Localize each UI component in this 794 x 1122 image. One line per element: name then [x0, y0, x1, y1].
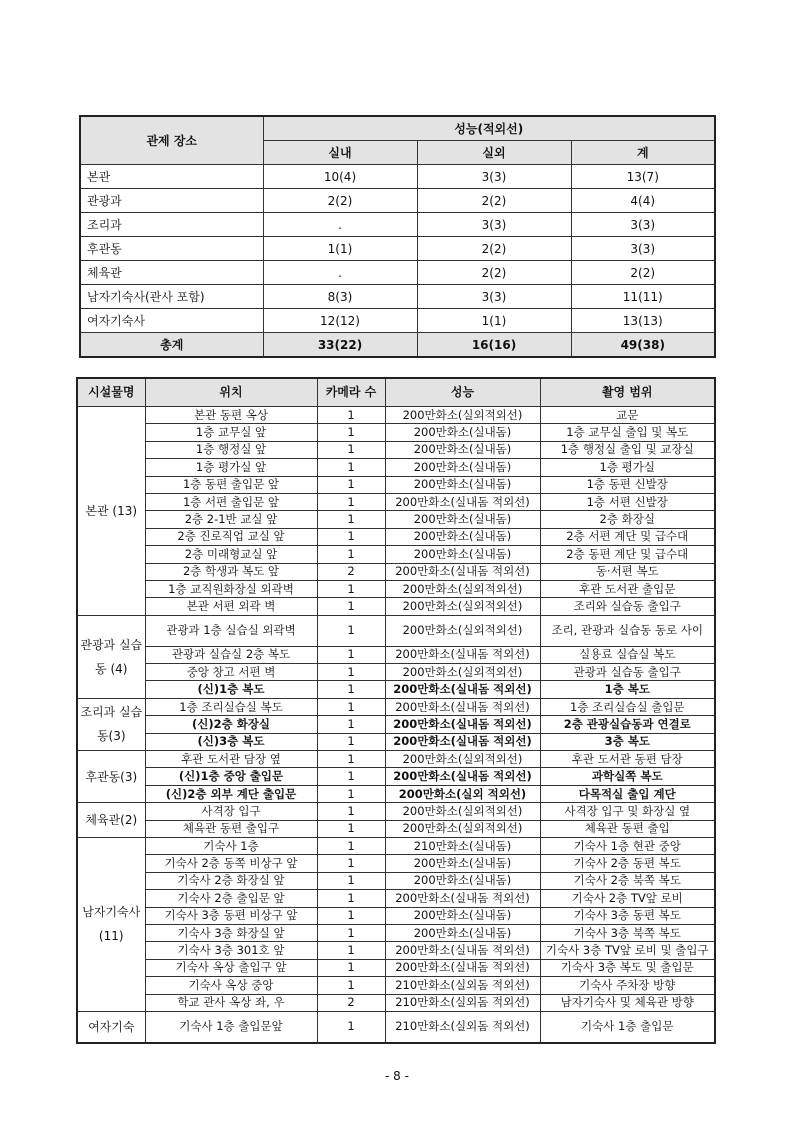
detail-group-main: 본관 (13) — [77, 407, 145, 616]
detail-row — [77, 424, 715, 441]
detail-cell-performance: 200만화소(실외적외선) — [385, 407, 540, 424]
detail-cell-range: 기숙사 3층 북쪽 복도 — [540, 924, 715, 941]
detail-cell-cameras: 1 — [317, 768, 385, 785]
detail-cell-range: 기숙사 2층 동편 복도 — [540, 855, 715, 872]
detail-cell-performance: 200만화소(실외적외선) — [385, 664, 540, 681]
summary-cell: 8(3) — [263, 285, 417, 309]
summary-row — [80, 237, 715, 261]
detail-cell-performance: 210만화소(실외돔 적외선) — [385, 1011, 540, 1043]
summary-row — [80, 261, 715, 285]
detail-cell-cameras: 1 — [317, 511, 385, 528]
detail-cell-cameras: 1 — [317, 803, 385, 820]
detail-group-tourism: 관광과 실습동 (4) — [77, 615, 145, 698]
detail-cell-range: 기숙사 3층 TV앞 로비 및 출입구 — [540, 942, 715, 959]
detail-cell-location: 후관 도서관 담장 옆 — [145, 751, 317, 768]
detail-header-location: 위치 — [145, 378, 317, 407]
detail-cell-range: 1층 교무실 출입 및 복도 — [540, 424, 715, 441]
detail-cell-location: 2층 2-1반 교실 앞 — [145, 511, 317, 528]
detail-cell-cameras: 1 — [317, 646, 385, 663]
detail-cell-range: 2층 관광실습동과 연결로 — [540, 716, 715, 733]
detail-cell-location: 기숙사 3층 화장실 앞 — [145, 924, 317, 941]
detail-cell-cameras: 1 — [317, 942, 385, 959]
detail-cell-range: 1층 조리실습실 출입문 — [540, 698, 715, 715]
detail-cell-location: 2층 학생과 복도 앞 — [145, 563, 317, 580]
detail-row — [77, 546, 715, 563]
detail-header-range: 촬영 범위 — [540, 378, 715, 407]
detail-row — [77, 820, 715, 837]
detail-cell-cameras: 1 — [317, 528, 385, 545]
detail-row — [77, 580, 715, 597]
detail-cell-performance: 200만화소(실내돔) — [385, 476, 540, 493]
detail-cell-performance: 200만화소(실내돔) — [385, 546, 540, 563]
detail-cell-range: 기숙사 2층 북쪽 복도 — [540, 872, 715, 889]
detail-cell-location: 본관 동편 옥상 — [145, 407, 317, 424]
summary-cell: 2(2) — [263, 189, 417, 213]
detail-cell-cameras: 1 — [317, 924, 385, 941]
detail-row — [77, 1011, 715, 1043]
detail-cell-location: 1층 서편 출입문 앞 — [145, 493, 317, 510]
detail-cell-location: 기숙사 3층 301호 앞 — [145, 942, 317, 959]
summary-cell: 2(2) — [417, 189, 571, 213]
detail-row — [77, 890, 715, 907]
summary-header-location: 관제 장소 — [80, 116, 263, 165]
summary-total-row — [80, 333, 715, 358]
detail-cell-cameras: 1 — [317, 580, 385, 597]
detail-cell-performance: 200만화소(실외적외선) — [385, 803, 540, 820]
detail-cell-location: 1층 동편 출입문 앞 — [145, 476, 317, 493]
summary-cell: 본관 — [80, 165, 263, 189]
summary-cell: 49(38) — [571, 333, 715, 358]
detail-row — [77, 907, 715, 924]
detail-cell-performance: 200만화소(실내돔) — [385, 528, 540, 545]
detail-row — [77, 598, 715, 615]
detail-cell-range: 후관 도서관 동편 담장 — [540, 751, 715, 768]
detail-cell-performance: 200만화소(실내돔 적외선) — [385, 890, 540, 907]
detail-cell-performance: 200만화소(실외적외선) — [385, 580, 540, 597]
detail-cell-location: 기숙사 3층 동편 비상구 앞 — [145, 907, 317, 924]
detail-row — [77, 977, 715, 994]
summary-cell: 12(12) — [263, 309, 417, 333]
detail-cell-location: 관광과 1층 실습실 외곽벽 — [145, 615, 317, 646]
summary-cell: 3(3) — [571, 237, 715, 261]
detail-cell-performance: 200만화소(실내돔 적외선) — [385, 733, 540, 750]
summary-cell: 4(4) — [571, 189, 715, 213]
detail-cell-location: 기숙사 옥상 출입구 앞 — [145, 959, 317, 976]
detail-row — [77, 959, 715, 976]
detail-cell-location: 중앙 창고 서편 벽 — [145, 664, 317, 681]
detail-row — [77, 493, 715, 510]
detail-cell-range: 교문 — [540, 407, 715, 424]
summary-cell: 1(1) — [263, 237, 417, 261]
summary-cell: 2(2) — [571, 261, 715, 285]
detail-cell-performance: 200만화소(실내돔) — [385, 907, 540, 924]
detail-cell-cameras: 1 — [317, 751, 385, 768]
detail-cell-location: 1층 조리실습실 복도 — [145, 698, 317, 715]
detail-cell-cameras: 1 — [317, 837, 385, 854]
detail-cell-range: 1층 행정실 출입 및 교장실 — [540, 441, 715, 458]
detail-cell-performance: 210만화소(실외돔 적외선) — [385, 977, 540, 994]
detail-row — [77, 681, 715, 698]
summary-cell: 후관동 — [80, 237, 263, 261]
summary-cell: 2(2) — [417, 261, 571, 285]
detail-cell-range: 사격장 입구 및 화장실 옆 — [540, 803, 715, 820]
summary-row — [80, 309, 715, 333]
summary-cell: 10(4) — [263, 165, 417, 189]
detail-cell-performance: 200만화소(실내돔 적외선) — [385, 698, 540, 715]
detail-cell-range: 기숙사 1층 현관 중앙 — [540, 837, 715, 854]
detail-cell-performance: 200만화소(실내돔 적외선) — [385, 942, 540, 959]
detail-cell-cameras: 1 — [317, 407, 385, 424]
detail-cell-cameras: 1 — [317, 424, 385, 441]
summary-row — [80, 285, 715, 309]
detail-cell-cameras: 1 — [317, 493, 385, 510]
detail-cell-range: 남자기숙사 및 체육관 방향 — [540, 994, 715, 1011]
summary-cell: 2(2) — [417, 237, 571, 261]
detail-row — [77, 872, 715, 889]
detail-cell-performance: 200만화소(실내돔) — [385, 459, 540, 476]
detail-cell-performance: 200만화소(실내돔) — [385, 872, 540, 889]
detail-cell-performance: 200만화소(실내돔 적외선) — [385, 493, 540, 510]
page-number: - 8 - — [385, 1069, 409, 1083]
detail-row — [77, 768, 715, 785]
detail-cell-range: 기숙사 1층 출입문 — [540, 1011, 715, 1043]
detail-cell-cameras: 1 — [317, 615, 385, 646]
detail-cell-range: 체육관 동편 출입 — [540, 820, 715, 837]
detail-row — [77, 716, 715, 733]
summary-table — [79, 115, 716, 358]
summary-cell: 총계 — [80, 333, 263, 358]
detail-cell-range: 2층 동편 계단 및 급수대 — [540, 546, 715, 563]
detail-group-rear: 후관동(3) — [77, 751, 145, 803]
detail-cell-location: 2층 진로직업 교실 앞 — [145, 528, 317, 545]
detail-cell-cameras: 1 — [317, 546, 385, 563]
detail-cell-performance: 200만화소(실외적외선) — [385, 751, 540, 768]
detail-row — [77, 615, 715, 646]
detail-cell-performance: 200만화소(실내돔 적외선) — [385, 959, 540, 976]
detail-cell-cameras: 2 — [317, 563, 385, 580]
detail-cell-location: 사격장 입구 — [145, 803, 317, 820]
detail-cell-location: 기숙사 2층 출입문 앞 — [145, 890, 317, 907]
detail-cell-range: 후관 도서관 출입문 — [540, 580, 715, 597]
detail-cell-range: 기숙사 2층 TV앞 로비 — [540, 890, 715, 907]
detail-cell-range: 3층 복도 — [540, 733, 715, 750]
summary-cell: 3(3) — [571, 213, 715, 237]
detail-cell-location: 체육관 동편 출입구 — [145, 820, 317, 837]
detail-cell-range: 동·서편 복도 — [540, 563, 715, 580]
detail-header-cameras: 카메라 수 — [317, 378, 385, 407]
detail-cell-cameras: 1 — [317, 907, 385, 924]
detail-table — [76, 377, 716, 1044]
detail-cell-cameras: 1 — [317, 890, 385, 907]
summary-cell: . — [263, 261, 417, 285]
detail-cell-cameras: 1 — [317, 476, 385, 493]
detail-cell-range: 1층 평가실 — [540, 459, 715, 476]
detail-cell-location: 1층 교직원화장실 외곽벽 — [145, 580, 317, 597]
summary-cell: 3(3) — [417, 165, 571, 189]
summary-cell: 13(13) — [571, 309, 715, 333]
detail-group-cooking: 조리과 실습동(3) — [77, 698, 145, 750]
detail-cell-cameras: 1 — [317, 716, 385, 733]
summary-cell: 체육관 — [80, 261, 263, 285]
detail-cell-location: 기숙사 2층 화장실 앞 — [145, 872, 317, 889]
summary-cell: 13(7) — [571, 165, 715, 189]
detail-cell-performance: 200만화소(실외적외선) — [385, 820, 540, 837]
detail-row — [77, 407, 715, 424]
detail-row — [77, 837, 715, 854]
summary-cell: 여자기숙사 — [80, 309, 263, 333]
detail-cell-range: 2층 서편 계단 및 급수대 — [540, 528, 715, 545]
detail-row — [77, 698, 715, 715]
detail-cell-performance: 200만화소(실내돔) — [385, 855, 540, 872]
detail-cell-cameras: 1 — [317, 855, 385, 872]
summary-row — [80, 213, 715, 237]
detail-row — [77, 994, 715, 1011]
detail-cell-range: 관광과 실습동 출입구 — [540, 664, 715, 681]
detail-row — [77, 646, 715, 663]
detail-cell-location: (신)2층 외부 계단 출입문 — [145, 785, 317, 802]
detail-row — [77, 459, 715, 476]
detail-cell-cameras: 1 — [317, 820, 385, 837]
detail-cell-location: 기숙사 1층 출입문앞 — [145, 1011, 317, 1043]
summary-cell: 3(3) — [417, 213, 571, 237]
detail-cell-location: (신)3층 복도 — [145, 733, 317, 750]
detail-cell-location: (신)1층 중앙 출입문 — [145, 768, 317, 785]
detail-cell-location: 학교 관사 옥상 좌, 우 — [145, 994, 317, 1011]
detail-row — [77, 924, 715, 941]
detail-header-performance: 성능 — [385, 378, 540, 407]
detail-cell-performance: 200만화소(실내돔) — [385, 424, 540, 441]
summary-header-outdoor: 실외 — [417, 141, 571, 165]
detail-cell-cameras: 1 — [317, 698, 385, 715]
detail-row — [77, 664, 715, 681]
detail-cell-cameras: 1 — [317, 872, 385, 889]
summary-row — [80, 165, 715, 189]
summary-cell: 11(11) — [571, 285, 715, 309]
detail-cell-location: 기숙사 1층 — [145, 837, 317, 854]
detail-cell-range: 과학실쪽 복도 — [540, 768, 715, 785]
detail-cell-range: 조리, 관광과 실습동 동로 사이 — [540, 615, 715, 646]
detail-cell-range: 실용료 실습실 복도 — [540, 646, 715, 663]
detail-row — [77, 476, 715, 493]
detail-cell-performance: 210만화소(실내돔) — [385, 837, 540, 854]
detail-group-male_dorm: 남자기숙사 (11) — [77, 837, 145, 1011]
detail-cell-cameras: 1 — [317, 977, 385, 994]
detail-cell-range: 1층 복도 — [540, 681, 715, 698]
detail-row — [77, 511, 715, 528]
detail-cell-cameras: 1 — [317, 681, 385, 698]
detail-row — [77, 803, 715, 820]
detail-cell-cameras: 1 — [317, 598, 385, 615]
summary-header-total: 계 — [571, 141, 715, 165]
detail-row — [77, 563, 715, 580]
detail-row — [77, 942, 715, 959]
summary-cell: 33(22) — [263, 333, 417, 358]
detail-cell-cameras: 1 — [317, 664, 385, 681]
detail-cell-cameras: 1 — [317, 733, 385, 750]
detail-header-facility: 시설물명 — [77, 378, 145, 407]
detail-cell-range: 1층 서편 신발장 — [540, 493, 715, 510]
detail-cell-performance: 200만화소(실내돔) — [385, 924, 540, 941]
detail-cell-cameras: 1 — [317, 785, 385, 802]
summary-row — [80, 189, 715, 213]
detail-cell-performance: 210만화소(실외돔 적외선) — [385, 994, 540, 1011]
detail-cell-performance: 200만화소(실내돔 적외선) — [385, 716, 540, 733]
summary-cell: 조리과 — [80, 213, 263, 237]
summary-cell: 관광과 — [80, 189, 263, 213]
detail-cell-performance: 200만화소(실내돔) — [385, 511, 540, 528]
summary-cell: . — [263, 213, 417, 237]
detail-row — [77, 733, 715, 750]
detail-cell-performance: 200만화소(실내돔) — [385, 441, 540, 458]
summary-cell: 1(1) — [417, 309, 571, 333]
detail-cell-cameras: 1 — [317, 459, 385, 476]
detail-cell-location: 1층 교무실 앞 — [145, 424, 317, 441]
detail-row — [77, 528, 715, 545]
detail-cell-location: 1층 평가실 앞 — [145, 459, 317, 476]
detail-cell-range: 2층 화장실 — [540, 511, 715, 528]
detail-row — [77, 441, 715, 458]
detail-cell-performance: 200만화소(실외적외선) — [385, 615, 540, 646]
detail-group-gym: 체육관(2) — [77, 803, 145, 838]
detail-cell-performance: 200만화소(실내돔 적외선) — [385, 646, 540, 663]
detail-cell-performance: 200만화소(실내돔 적외선) — [385, 563, 540, 580]
summary-cell: 16(16) — [417, 333, 571, 358]
detail-cell-location: 본관 서편 외곽 벽 — [145, 598, 317, 615]
detail-cell-range: 조리와 실습동 출입구 — [540, 598, 715, 615]
summary-cell: 3(3) — [417, 285, 571, 309]
summary-header-indoor: 실내 — [263, 141, 417, 165]
detail-group-female_dorm: 여자기숙 — [77, 1011, 145, 1043]
detail-cell-location: 관광과 실습실 2층 복도 — [145, 646, 317, 663]
detail-cell-range: 기숙사 3층 동편 복도 — [540, 907, 715, 924]
detail-cell-cameras: 2 — [317, 994, 385, 1011]
detail-cell-location: 2층 미래형교실 앞 — [145, 546, 317, 563]
summary-header-performance: 성능(적외선) — [263, 116, 715, 141]
detail-cell-range: 기숙사 3층 복도 및 출입문 — [540, 959, 715, 976]
detail-cell-range: 1층 동편 신발장 — [540, 476, 715, 493]
detail-cell-location: 기숙사 옥상 중앙 — [145, 977, 317, 994]
detail-cell-location: (신)2층 화장실 — [145, 716, 317, 733]
summary-cell: 남자기숙사(관사 포함) — [80, 285, 263, 309]
detail-cell-location: (신)1층 복도 — [145, 681, 317, 698]
detail-cell-cameras: 1 — [317, 959, 385, 976]
detail-row — [77, 785, 715, 802]
detail-row — [77, 855, 715, 872]
detail-cell-performance: 200만화소(실외 적외선) — [385, 785, 540, 802]
detail-cell-range: 다목적실 출입 계단 — [540, 785, 715, 802]
detail-cell-location: 1층 행정실 앞 — [145, 441, 317, 458]
detail-cell-cameras: 1 — [317, 441, 385, 458]
detail-cell-performance: 200만화소(실내돔 적외선) — [385, 768, 540, 785]
detail-cell-range: 기숙사 주차장 방향 — [540, 977, 715, 994]
detail-row — [77, 751, 715, 768]
detail-cell-performance: 200만화소(실내돔 적외선) — [385, 681, 540, 698]
detail-cell-location: 기숙사 2층 동쪽 비상구 앞 — [145, 855, 317, 872]
detail-cell-cameras: 1 — [317, 1011, 385, 1043]
detail-cell-performance: 200만화소(실외적외선) — [385, 598, 540, 615]
